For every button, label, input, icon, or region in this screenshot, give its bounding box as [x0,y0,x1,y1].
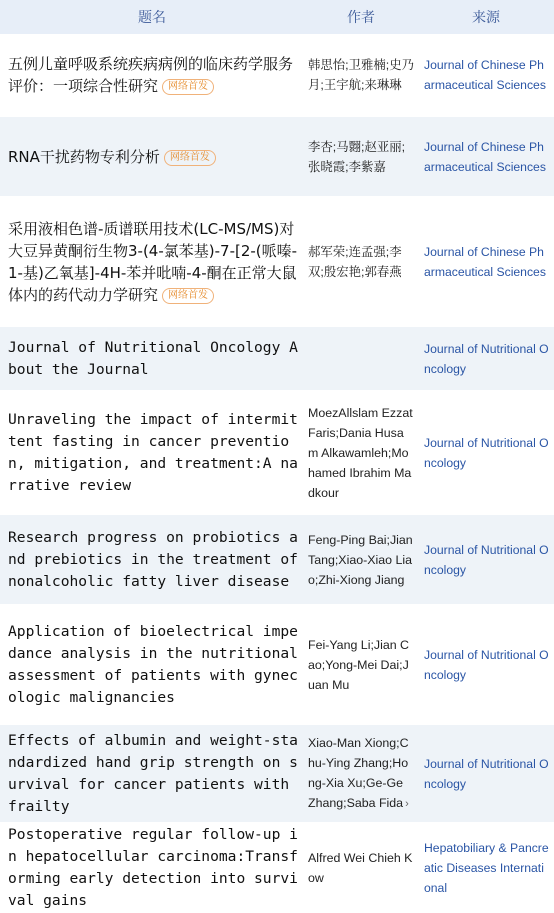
author-cell [304,327,418,390]
table-row [0,823,554,913]
source-cell [418,34,554,116]
author-list[interactable] [308,55,414,95]
article-title-text: Unraveling the impact of intermittent fasting in cancer prevention, mitigation, and treatment:A narrative review [8,410,298,494]
author-names: Alfred Wei Chieh Kow [308,850,413,885]
source-cell [418,725,554,822]
article-title-link[interactable] [8,527,300,593]
author-column-header[interactable]: 作者 [347,9,375,25]
source-journal-link[interactable]: Journal of Nutritional Oncology [424,756,549,791]
table-row [0,391,554,515]
author-list[interactable] [308,137,414,177]
table-header [0,0,554,34]
author-cell [304,391,418,514]
source-journal-link[interactable]: Journal of Chinese Pharmaceutical Sciences [424,244,546,279]
title-cell [0,725,304,822]
source-journal-link[interactable]: Journal of Nutritional Oncology [424,341,549,376]
author-list[interactable] [308,635,414,695]
source-column-header[interactable]: 来源 [472,9,500,25]
author-list[interactable] [308,733,414,814]
author-cell [304,197,418,326]
article-title-link[interactable] [8,824,300,912]
online-first-badge: 网络首发 [162,288,214,304]
table-row [0,515,554,605]
article-title-text: Postoperative regular follow-up in hepatocellular carcinoma:Transforming early detection into survival gains [8,825,298,909]
author-cell [304,725,418,822]
article-title-link[interactable] [8,218,300,306]
author-names: Feng-Ping Bai;Jian Tang;Xiao-Xiao Liao;Zhi-Xiong Jiang [308,532,413,587]
source-cell [418,605,554,724]
article-title-link[interactable] [8,409,300,497]
table-row [0,605,554,725]
author-names: 郝军荣;连孟强;李双;殷宏艳;郭春燕 [308,244,402,279]
source-cell [418,117,554,196]
source-cell [418,197,554,326]
author-cell [304,823,418,912]
title-cell [0,391,304,514]
source-journal-link[interactable]: Journal of Chinese Pharmaceutical Sciences [424,139,546,174]
title-cell [0,197,304,326]
author-list[interactable] [308,848,414,888]
source-journal-link[interactable]: Hepatobiliary & Pancreatic Diseases International [424,840,549,895]
more-authors-chevron-icon[interactable]: › [405,798,409,810]
title-cell [0,823,304,912]
article-title-link[interactable] [8,146,300,168]
article-title-link[interactable] [8,53,300,97]
result-list [0,34,554,913]
article-title-text: 五例儿童呼吸系统疾病病例的临床药学服务评价：一项综合性研究 [8,55,294,95]
author-cell [304,117,418,196]
author-names: 李杏;马翾;赵亚丽;张晓霞;李紫嘉 [308,139,406,174]
author-names: Xiao-Man Xiong;Chu-Ying Zhang;Hong-Xia Xu;Ge-Ge Zhang;Saba Fida [308,736,409,810]
online-first-badge: 网络首发 [164,150,216,166]
title-cell [0,327,304,390]
title-cell [0,34,304,116]
table-row [0,117,554,197]
article-title-text: Effects of albumin and weight-standardized hand grip strength on survival for cancer patients with frailty [8,731,298,815]
source-journal-link[interactable]: Journal of Chinese Pharmaceutical Sciences [424,58,546,92]
source-journal-link[interactable]: Journal of Nutritional Oncology [424,435,549,470]
table-row [0,327,554,391]
author-names: MoezAllslam Ezzat Faris;Dania Husam Alkawamleh;Mohamed Ibrahim Madkour [308,405,413,500]
source-cell [418,515,554,604]
source-cell [418,327,554,390]
article-title-text: 采用液相色谱-质谱联用技术(LC-MS/MS)对大豆异黄酮衍生物3-(4-氯苯基)-7-[2-(哌嗪-1-基)乙氧基]-4H-苯并吡喃-4-酮在正常大鼠体内的药代动力学研究 [8,219,298,304]
source-cell [418,391,554,514]
author-list[interactable] [308,403,414,503]
article-title-link[interactable] [8,337,300,381]
author-cell [304,34,418,116]
title-cell [0,117,304,196]
author-list[interactable] [308,242,414,282]
author-names: 韩思怡;卫雅楠;史乃月;王宇航;来琳琳 [308,58,415,92]
article-title-link[interactable] [8,621,300,709]
article-title-text: Application of bioelectrical impedance analysis in the nutritional assessment of patients with gynecologic malignancies [8,622,298,706]
online-first-badge: 网络首发 [162,79,214,95]
author-list[interactable] [308,530,414,590]
author-cell [304,605,418,724]
source-journal-link[interactable]: Journal of Nutritional Oncology [424,542,549,577]
title-cell [0,515,304,604]
source-cell [418,823,554,912]
article-title-text: RNA干扰药物专利分析 [8,147,160,166]
table-row [0,197,554,327]
author-names: Fei-Yang Li;Jian Cao;Yong-Mei Dai;Juan Mu [308,637,410,692]
article-title-link[interactable] [8,730,300,818]
article-title-text: Journal of Nutritional Oncology About the Journal [8,338,298,378]
article-title-text: Research progress on probiotics and prebiotics in the treatment of nonalcoholic fatty liver disease [8,528,298,590]
title-column-header[interactable]: 题名 [138,9,166,25]
author-cell [304,515,418,604]
table-row [0,725,554,823]
source-journal-link[interactable]: Journal of Nutritional Oncology [424,647,549,682]
title-cell [0,605,304,724]
table-row [0,34,554,117]
